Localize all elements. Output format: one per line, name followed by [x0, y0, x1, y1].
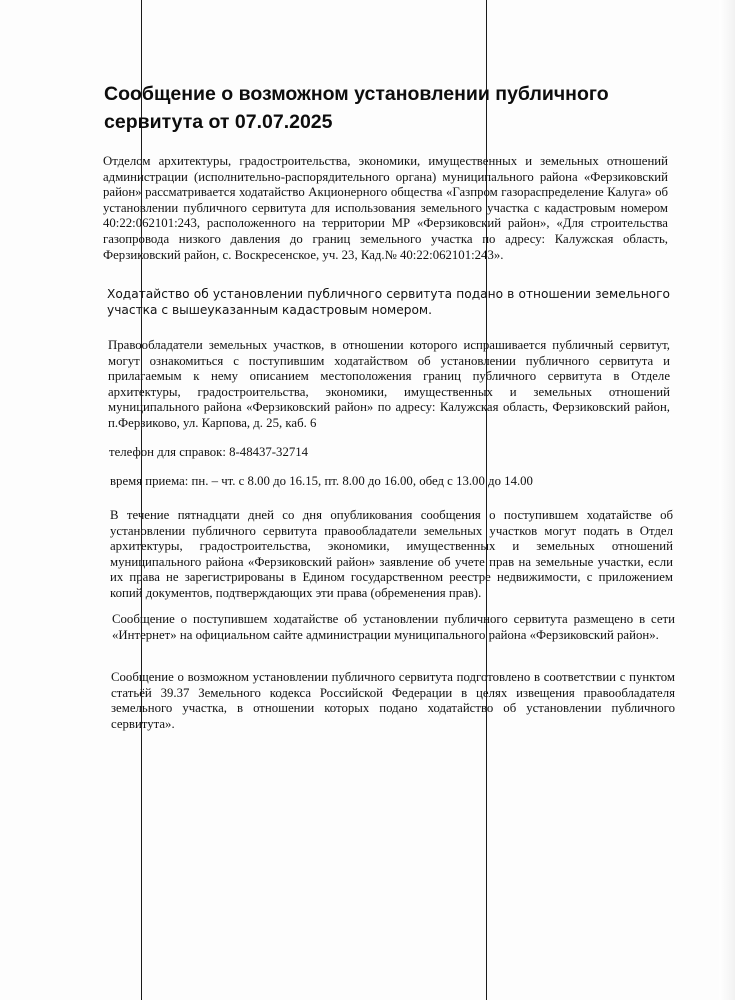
scan-artifact-line [486, 0, 487, 1000]
paragraph-claim-deadline: В течение пятнадцати дней со дня опубликования сообщения о поступившем ходатайстве об установлении публичного сервитута правообладатели земельных участков могут подать в Отдел архитектуры, градостроительства, экономики, имущественных и земельных отношений муниципального района «Ферзиковский район» заявление об учете прав на земельные участки, если их права не зарегистрированы в Едином государственном реестре недвижимости, с приложением копий документов, подтверждающих эти права (обременения прав). [110, 508, 673, 600]
paragraph-petition-filed: Ходатайство об установлении публичного сервитута подано в отношении земельного участка с вышеуказанным кадастровым номером. [107, 287, 670, 317]
paragraph-petition-review: Отделом архитектуры, градостроительства, экономики, имущественных и земельных отношений администрации (исполнительно-распорядительного органа) муниципального района «Ферзиковский район» рассматривается ходатайство Акционерного общества «Газпром газораспределение Калуга» об установлении публичного сервитута для использования земельного участка с кадастровым номером 40:22:062101:243, расположенного на территории МР «Ферзиковский район», «Для строительства газопровода низкого давления до границ земельного участка по адресу: Калужская область, Ферзиковский район, с. Воскресенское, уч. 23, Кад.№ 40:22:062101:243». [103, 154, 668, 262]
paragraph-review-location: Правообладатели земельных участков, в отношении которого испрашивается публичный сервитут, могут ознакомиться с поступившим ходатайством об установлении публичного сервитута и прилагаемым к нему описанием местоположения границ публичного сервитута в Отделе архитектуры, градостроительства, экономики, имущественных и земельных отношений муниципального района «Ферзиковский район» по адресу: Калужская область, Ферзиковский район, п.Ферзиково, ул. Карпова, д. 25, каб. 6 [108, 338, 670, 430]
paragraph-phone: телефон для справок: 8-48437-32714 [109, 445, 309, 459]
paragraph-internet-publication: Сообщение о поступившем ходатайстве об установлении публичного сервитута размещено в сети «Интернет» на официальном сайте администрации муниципального района «Ферзиковский район». [112, 612, 675, 642]
paragraph-legal-basis: Сообщение о возможном установлении публичного сервитута подготовлено в соответствии с пунктом статьёй 39.37 Земельного кодекса Российской Федерации в целях извещения правообладателя земельного участка, в отношении которых подано ходатайство об установлении публичного сервитута». [111, 670, 675, 731]
document-title: Сообщение о возможном установлении публичного сервитута от 07.07.2025 [104, 83, 609, 133]
scan-artifact-line [141, 0, 142, 1000]
scan-edge-shadow [719, 0, 735, 1000]
paragraph-reception-hours: время приема: пн. – чт. с 8.00 до 16.15, пт. 8.00 до 16.00, обед с 13.00 до 14.00 [110, 474, 533, 488]
